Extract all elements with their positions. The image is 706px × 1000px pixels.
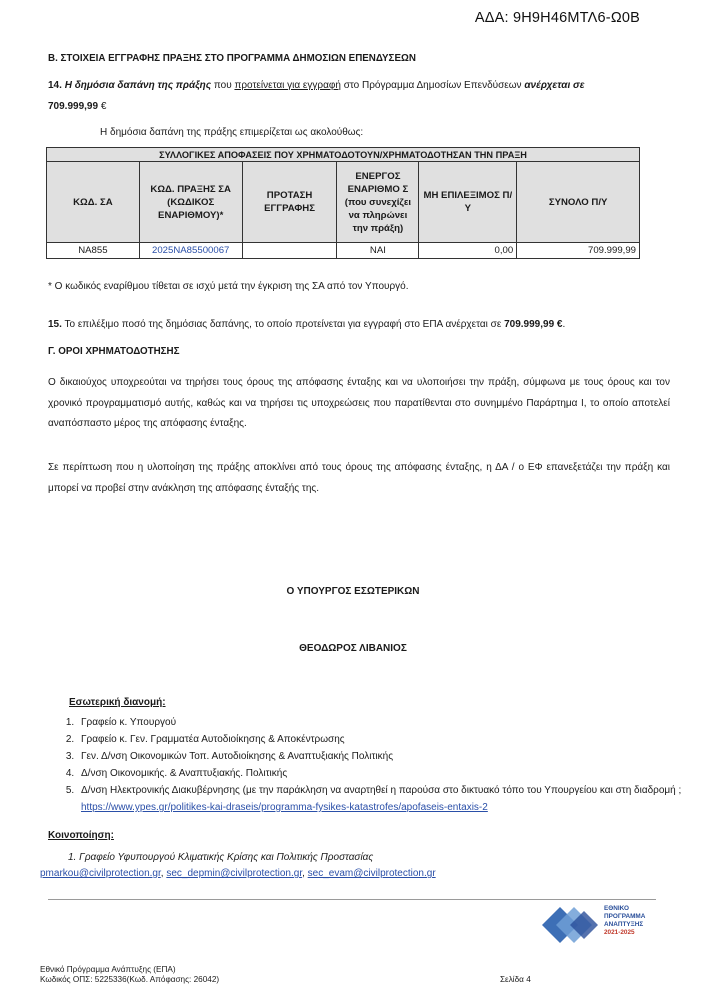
distribution-title: Εσωτερική διανομή: [69, 697, 166, 708]
table-footnote: * Ο κωδικός εναρίθμου τίθεται σε ισχύ μετά την έγκριση της ΣΑ από τον Υπουργό. [48, 281, 409, 292]
ada-code: ΑΔΑ: 9Η9Η46ΜΤΛ6-Ω0Β [474, 10, 640, 26]
item-14-amount: 709.999,99 [48, 100, 99, 112]
email-link-sec-depmin[interactable]: sec_depmin@civilprotection.gr [166, 868, 303, 879]
cell-kod-praxis[interactable]: 2025ΝΑ85500067 [139, 243, 242, 259]
cell-energos: ΝΑΙ [337, 243, 419, 259]
item-14-text-1: που [211, 80, 235, 91]
distribution-item-5-text: Δ/νση Ηλεκτρονικής Διακυβέρνησης (με την παράκληση να αναρτηθεί η παρούσα στο δικτυακό τόπο του Υπουργείου και στη διαδρομή ; [81, 785, 682, 796]
list-item [77, 782, 697, 816]
header-kod-sa: ΚΩΔ. ΣΑ [47, 162, 140, 243]
logo-line-3: ΑΝΑΠΤΥΞΗΣ [604, 921, 644, 928]
cell-mi-epileximos: 0,00 [419, 243, 517, 259]
logo-years: 2021-2025 [604, 929, 635, 936]
header-energos: ΕΝΕΡΓΟΣ ΕΝΑΡΙΘΜΟ Σ (που συνεχίζει να πληρώνει την πράξη) [337, 162, 419, 243]
item-15 [48, 319, 565, 330]
header-protasi: ΠΡΟΤΑΣΗ ΕΓΓΡΑΦΗΣ [242, 162, 337, 243]
item-15-number: 15. [48, 319, 62, 330]
item-15-end: . [562, 319, 566, 330]
list-item: 2. Γραφείο κ. Γεν. Γραμματέα Αυτοδιοίκησης & Αποκέντρωσης [77, 731, 697, 748]
koinopoiisi-item-1: 1. Γραφείο Υφυπουργού Κλιματικής Κρίσης και Πολιτικής Προστασίας [68, 852, 374, 863]
list-item: 4. Δ/νση Οικονομικής. & Αναπτυξιακής. Πολιτικής [77, 765, 697, 782]
logo-line-2: ΠΡΟΓΡΑΜΜΑ [604, 913, 646, 920]
item-14-currency: € [98, 100, 107, 112]
koinopoiisi-title: Κοινοποίηση: [48, 830, 114, 841]
distribution-list [57, 714, 697, 816]
item-14-lead: Η δημόσια δαπάνη της πράξης [64, 80, 212, 91]
email-separator: , [160, 868, 167, 879]
item-14-number: 14. [48, 80, 62, 91]
email-link-sec-evam[interactable]: sec_evam@civilprotection.gr [307, 868, 436, 879]
cell-protasi [242, 243, 337, 259]
epa-logo-icon [538, 899, 668, 951]
header-mi-epileximos: ΜΗ ΕΠΙΛΕΞΙΜΟΣ Π/Υ [419, 162, 517, 243]
email-separator: , [302, 868, 308, 879]
cell-synolo: 709.999,99 [517, 243, 640, 259]
section-c-title: Γ. ΟΡΟΙ ΧΡΗΜΑΤΟΔΟΤΗΣΗΣ [48, 346, 180, 357]
signature-role: Ο ΥΠΟΥΡΓΟΣ ΕΣΩΤΕΡΙΚΩΝ [286, 586, 420, 597]
breakdown-text: Η δημόσια δαπάνη της πράξης επιμερίζεται ως ακολούθως: [100, 127, 364, 138]
footer-ops-code: Κωδικός ΟΠΣ: 5225336(Κωδ. Απόφασης: 26042) [40, 975, 220, 984]
table-caption: ΣΥΛΛΟΓΙΚΕΣ ΑΠΟΦΑΣΕΙΣ ΠΟΥ ΧΡΗΜΑΤΟΔΟΤΟΥΝ/ΧΡΗΜΑΤΟΔΟΤΗΣΑΝ ΤΗΝ ΠΡΑΞΗ [47, 148, 640, 162]
table-row [47, 243, 640, 259]
item-14 [48, 76, 670, 117]
footer-page-number: Σελίδα 4 [500, 975, 531, 984]
header-synolo: ΣΥΝΟΛΟ Π/Υ [517, 162, 640, 243]
list-item: 1. Γραφείο κ. Υπουργού [77, 714, 697, 731]
funding-table [46, 147, 640, 259]
email-link-pmarkou[interactable]: pmarkou@civilprotection.gr [40, 868, 161, 879]
email-list [40, 868, 436, 879]
section-b-title: Β. ΣΤΟΙΧΕΙΑ ΕΓΓΡΑΦΗΣ ΠΡΑΞΗΣ ΣΤΟ ΠΡΟΓΡΑΜΜΑ ΔΗΜΟΣΙΩΝ ΕΠΕΝΔΥΣΕΩΝ [48, 53, 416, 64]
item-15-amount: 709.999,99 € [504, 319, 563, 330]
footer-program: Εθνικό Πρόγραμμα Ανάπτυξης (ΕΠΑ) [40, 965, 176, 974]
section-c-para-2: Σε περίπτωση που η υλοποίηση της πράξης αποκλίνει από τους όρους της απόφασης ένταξης, η ΔΑ / ο ΕΦ επανεξετάζει την πράξη και μπορεί να προβεί στην ανάκληση της απόφασης ένταξής της. [48, 462, 670, 494]
signature-name: ΘΕΟΔΩΡΟΣ ΛΙΒΑΝΙΟΣ [299, 643, 407, 654]
item-15-text: Το επιλέξιμο ποσό της δημόσιας δαπάνης, το οποίο προτείνεται για εγγραφή στο ΕΠΑ ανέρχεται σε [61, 319, 505, 330]
logo-line-1: ΕΘΝΙΚΟ [604, 905, 629, 912]
cell-kod-sa: ΝΑ855 [47, 243, 140, 259]
item-14-text-2: στο Πρόγραμμα Δημοσίων Επενδύσεων [340, 80, 525, 91]
list-item: 3. Γεν. Δ/νση Οικονομικών Τοπ. Αυτοδιοίκησης & Αναπτυξιακής Πολιτικής [77, 748, 697, 765]
section-c-para-1: Ο δικαιούχος υποχρεούται να τηρήσει τους όρους της απόφασης ένταξης και να υλοποιήσει την πράξη, σύμφωνα με τους όρους και τον χρονικό προγραμματισμό αυτής, καθώς και να τηρήσει τις υποχρεώσεις που παρατίθενται στο συνημμένο Παράρτημα Ι, το οποίο αποτελεί αναπόσπαστο μέρος της απόφασης ένταξης. [48, 377, 670, 429]
item-14-underlined: προτείνεται για εγγραφή [234, 80, 341, 91]
header-kod-praxis: ΚΩΔ. ΠΡΑΞΗΣ ΣΑ (ΚΩΔΙΚΟΣ ΕΝΑΡΙΘΜΟΥ)* [139, 162, 242, 243]
ypes-link[interactable]: https://www.ypes.gr/politikes-kai-draseis/programma-fysikes-katastrofes/apofaseis-entaxis-2 [81, 802, 488, 813]
item-14-amount-label: ανέρχεται σε [524, 80, 585, 91]
epa-logo-text [604, 905, 645, 937]
